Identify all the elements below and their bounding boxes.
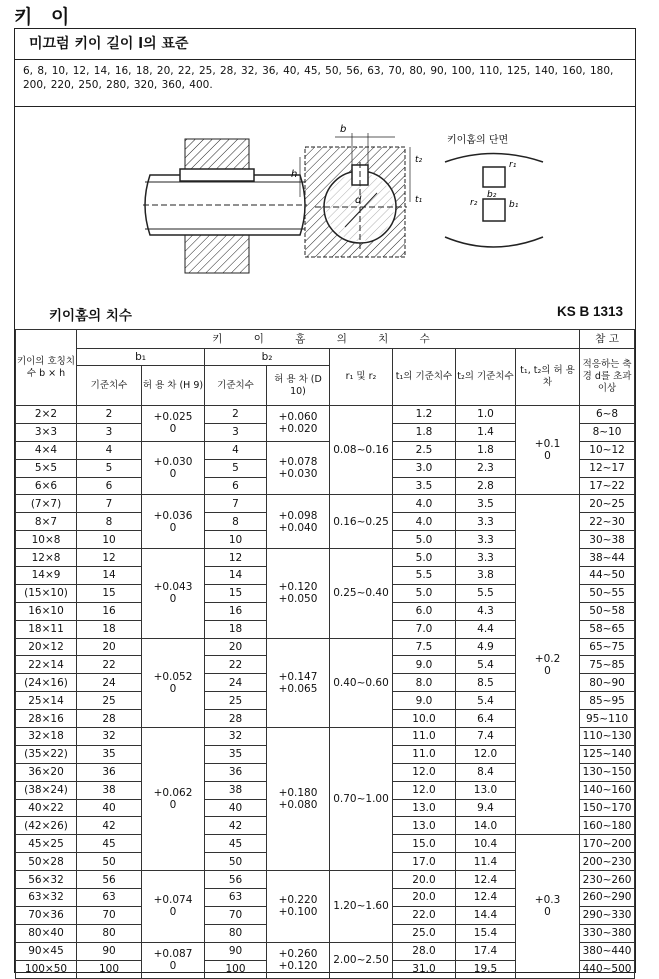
cell-shaft-diameter: 230~260 [580,871,635,889]
cell-t2: 17.4 [456,942,516,960]
cell-b2: 4 [205,441,267,459]
page-title: 키 이 [14,6,76,28]
cell-r: 1.20~1.60 [330,871,393,943]
cell-t1: 11.0 [393,745,456,763]
cell-t1: 15.0 [393,835,456,853]
cell-b1: 6 [77,477,142,495]
cell-t2: 8.4 [456,763,516,781]
keyway-dimension-table [15,329,635,979]
cell-b1: 7 [77,495,142,513]
header-reference: 참 고 [580,330,635,349]
cell-t1: 4.0 [393,513,456,531]
cell-b1: 2 [77,406,142,424]
cell-t2: 5.4 [456,692,516,710]
cell-size: (38×24) [16,781,77,799]
cell-t2: 2.8 [456,477,516,495]
cell-t2: 10.4 [456,835,516,853]
cell-b2: 32 [205,728,267,746]
cell-t2: 3.3 [456,513,516,531]
cell-shaft-diameter: 44~50 [580,567,635,585]
cell-b1: 40 [77,799,142,817]
cell-b1: 90 [77,942,142,960]
cell-b2-tol: +0.220 +0.100 [267,871,330,943]
cell-t2: 1.8 [456,441,516,459]
cell-b2: 56 [205,871,267,889]
header-nominal: 키이의 호칭치수 b × h [16,330,77,406]
cell-b2: 42 [205,817,267,835]
cell-b1-tol: +0.036 0 [142,495,205,549]
cell-r: 0.40~0.60 [330,638,393,727]
cell-b2: 90 [205,942,267,960]
label-b: b [340,124,347,135]
cell-shaft-diameter: 260~290 [580,889,635,907]
cell-t2: 3.3 [456,531,516,549]
cell-b2-tol: +0.078 +0.030 [267,441,330,495]
cell-size: 16×10 [16,602,77,620]
cross-section-drawing [291,124,423,257]
cell-b1: 56 [77,871,142,889]
cell-t1: 4.0 [393,495,456,513]
cell-b2: 80 [205,924,267,942]
cell-size: 18×11 [16,620,77,638]
cell-size: 25×14 [16,692,77,710]
cell-t1: 2.5 [393,441,456,459]
cell-b1: 16 [77,602,142,620]
cell-b1: 14 [77,567,142,585]
cell-t1: 12.0 [393,781,456,799]
cell-shaft-diameter: 150~170 [580,799,635,817]
label-h: h [291,169,298,180]
cell-t2: 4.3 [456,602,516,620]
header-b1-base: 기준치수 [77,366,142,406]
cell-t2: 9.4 [456,799,516,817]
cell-t2: 3.8 [456,567,516,585]
cell-t1: 10.0 [393,710,456,728]
table-body [16,406,635,979]
cell-t2: 19.5 [456,960,516,978]
cell-t1: 13.0 [393,799,456,817]
label-r1: r₁ [509,160,517,170]
cell-shaft-diameter: 8~10 [580,423,635,441]
cell-t2: 12.0 [456,745,516,763]
cell-shaft-diameter: 75~85 [580,656,635,674]
cell-size: 8×7 [16,513,77,531]
cell-b1: 42 [77,817,142,835]
cell-t2: 14.4 [456,906,516,924]
cell-b2: 100 [205,960,267,978]
cell-shaft-diameter: 130~150 [580,763,635,781]
cell-b1: 63 [77,889,142,907]
cell-b2: 18 [205,620,267,638]
cell-b2: 14 [205,567,267,585]
cell-b1: 15 [77,584,142,602]
cell-size: 22×14 [16,656,77,674]
cell-b1: 80 [77,924,142,942]
cell-shaft-diameter: 170~200 [580,835,635,853]
cell-b1: 70 [77,906,142,924]
cell-b1: 5 [77,459,142,477]
cell-b1: 8 [77,513,142,531]
cell-b1: 4 [77,441,142,459]
header-t1: t₁의 기준치수 [393,349,456,406]
keyway-diagram [15,107,635,302]
cell-b2: 10 [205,531,267,549]
cell-size: 70×36 [16,906,77,924]
cell-t2: 2.3 [456,459,516,477]
cell-b1-tol: +0.043 0 [142,549,205,638]
cell-b2: 45 [205,835,267,853]
cell-t1: 3.0 [393,459,456,477]
cell-b2-tol: +0.147 +0.065 [267,638,330,727]
cell-b1: 50 [77,853,142,871]
cell-size: 40×22 [16,799,77,817]
cell-t1: 28.0 [393,942,456,960]
cell-t2: 3.5 [456,495,516,513]
cell-shaft-diameter: 290~330 [580,906,635,924]
header-b2-base: 기준치수 [205,366,267,406]
cell-t2: 7.4 [456,728,516,746]
cell-b1-tol: +0.052 0 [142,638,205,727]
cell-t1: 1.2 [393,406,456,424]
cell-size: 32×18 [16,728,77,746]
keyway-section [14,107,636,976]
cell-shaft-diameter: 80~90 [580,674,635,692]
cell-b2-tol: +0.120 +0.050 [267,549,330,638]
cell-t1: 12.0 [393,763,456,781]
cell-t2: 12.4 [456,889,516,907]
cell-size: 5×5 [16,459,77,477]
cell-size: 12×8 [16,549,77,567]
cell-b1: 100 [77,960,142,978]
cell-size: 80×40 [16,924,77,942]
cell-t2: 1.4 [456,423,516,441]
cell-size: 90×45 [16,942,77,960]
label-b2: b₂ [487,190,497,200]
cell-t2: 11.4 [456,853,516,871]
cell-t1: 5.0 [393,584,456,602]
cell-shaft-diameter: 65~75 [580,638,635,656]
cell-size: 20×12 [16,638,77,656]
cell-t1: 7.0 [393,620,456,638]
cell-b1: 22 [77,656,142,674]
cell-size: 6×6 [16,477,77,495]
cell-b2: 63 [205,889,267,907]
header-t2: t₂의 기준치수 [456,349,516,406]
standard-length-values: 6, 8, 10, 12, 14, 16, 18, 20, 22, 25, 28, 32, 36, 40, 45, 50, 56, 63, 70, 80, 90, 100, 110, 125, 140, 160, 180, 200, 220, 250, 280, 320, 360, 400. [23,65,614,91]
cell-t-tol: +0.2 0 [516,495,580,835]
cell-t-tol: +0.3 0 [516,835,580,978]
cell-size: 63×32 [16,889,77,907]
standard-length-header: 미끄럼 키이 길이 l의 표준 [15,29,635,60]
cell-b1: 3 [77,423,142,441]
cell-shaft-diameter: 125~140 [580,745,635,763]
cell-t1: 31.0 [393,960,456,978]
cell-r: 0.16~0.25 [330,495,393,549]
cell-size: 3×3 [16,423,77,441]
cell-b1-tol: +0.087 0 [142,942,205,978]
cell-shaft-diameter: 30~38 [580,531,635,549]
cell-b2: 22 [205,656,267,674]
cell-r: 0.70~1.00 [330,728,393,871]
cell-b2-tol: +0.180 +0.080 [267,728,330,871]
cell-b2: 36 [205,763,267,781]
header-b2: b₂ [205,349,330,366]
cell-shaft-diameter: 110~130 [580,728,635,746]
cell-size: 4×4 [16,441,77,459]
cell-size: (42×26) [16,817,77,835]
cell-size: (24×16) [16,674,77,692]
standard-code: KS B 1313 [556,304,623,319]
cell-b2-tol: +0.260 +0.120 [267,942,330,978]
cell-shaft-diameter: 200~230 [580,853,635,871]
table-caption: 키이홈의 치수 [49,308,132,324]
cell-b2: 8 [205,513,267,531]
cell-shaft-diameter: 20~25 [580,495,635,513]
cell-shaft-diameter: 85~95 [580,692,635,710]
cell-t2: 4.4 [456,620,516,638]
cell-t1: 1.8 [393,423,456,441]
cell-b2: 15 [205,584,267,602]
label-t2: t₂ [415,155,423,165]
cell-shaft-diameter: 10~12 [580,441,635,459]
cell-b2: 12 [205,549,267,567]
cell-t2: 3.3 [456,549,516,567]
cell-b1-tol: +0.025 0 [142,406,205,442]
cell-b2: 38 [205,781,267,799]
cell-t2: 13.0 [456,781,516,799]
cell-shaft-diameter: 38~44 [580,549,635,567]
cell-size: 100×50 [16,960,77,978]
cell-t2: 6.4 [456,710,516,728]
cell-b1: 12 [77,549,142,567]
cell-b1: 35 [77,745,142,763]
cell-b2: 35 [205,745,267,763]
cell-shaft-diameter: 95~110 [580,710,635,728]
cell-b2: 2 [205,406,267,424]
cell-r: 0.25~0.40 [330,549,393,638]
cell-t1: 6.0 [393,602,456,620]
cell-t1: 11.0 [393,728,456,746]
cell-shaft-diameter: 440~500 [580,960,635,978]
label-t1: t₁ [415,195,423,205]
cell-t1: 5.0 [393,549,456,567]
cell-size: (7×7) [16,495,77,513]
cell-t1: 17.0 [393,853,456,871]
header-b1: b₁ [77,349,205,366]
cell-b1-tol: +0.062 0 [142,728,205,871]
cell-t-tol: +0.1 0 [516,406,580,495]
shaft-hub-drawing [143,139,307,273]
cell-r: 0.08~0.16 [330,406,393,495]
header-shaft: 적응하는 축경 d를 초과이상 [580,349,635,406]
label-r2: r₂ [470,198,478,208]
cell-b1-tol: +0.030 0 [142,441,205,495]
cell-size: 45×25 [16,835,77,853]
cell-t1: 8.0 [393,674,456,692]
cell-b1: 45 [77,835,142,853]
cell-size: (15×10) [16,584,77,602]
cell-t1: 25.0 [393,924,456,942]
cell-shaft-diameter: 50~58 [580,602,635,620]
cell-t1: 5.5 [393,567,456,585]
header-b2-tol: 허 용 차 (D 10) [267,366,330,406]
cell-shaft-diameter: 12~17 [580,459,635,477]
keyway-detail-drawing [445,133,543,247]
label-d: d [355,195,362,206]
cell-b2-tol: +0.060 +0.020 [267,406,330,442]
cell-size: 36×20 [16,763,77,781]
cell-b2: 70 [205,906,267,924]
cell-b2-tol: +0.098 +0.040 [267,495,330,549]
cell-size: 10×8 [16,531,77,549]
cell-b1: 10 [77,531,142,549]
cell-t2: 4.9 [456,638,516,656]
label-keyway-section: 키이홈의 단면 [447,135,509,146]
cell-t1: 9.0 [393,656,456,674]
cell-size: 14×9 [16,567,77,585]
cell-t1: 9.0 [393,692,456,710]
cell-b2: 50 [205,853,267,871]
cell-t1: 5.0 [393,531,456,549]
cell-shaft-diameter: 140~160 [580,781,635,799]
cell-shaft-diameter: 22~30 [580,513,635,531]
cell-b1: 38 [77,781,142,799]
table-row [16,406,635,424]
cell-b2: 24 [205,674,267,692]
cell-t1: 20.0 [393,871,456,889]
cell-b2: 7 [205,495,267,513]
cell-size: 28×16 [16,710,77,728]
cell-b1: 25 [77,692,142,710]
cell-b2: 28 [205,710,267,728]
cell-b2: 16 [205,602,267,620]
cell-shaft-diameter: 58~65 [580,620,635,638]
cell-b1: 36 [77,763,142,781]
cell-b2: 40 [205,799,267,817]
table-row [16,495,635,513]
cell-b1: 24 [77,674,142,692]
cell-b1: 32 [77,728,142,746]
cell-b1: 28 [77,710,142,728]
cell-t2: 1.0 [456,406,516,424]
header-t-tol: t₁, t₂의 허 용 차 [516,349,580,406]
cell-t2: 12.4 [456,871,516,889]
cell-b1-tol: +0.074 0 [142,871,205,943]
cell-size: 2×2 [16,406,77,424]
cell-t2: 8.5 [456,674,516,692]
cell-b2: 6 [205,477,267,495]
cell-t1: 3.5 [393,477,456,495]
header-b1-tol: 허 용 차 (H 9) [142,366,205,406]
cell-b1: 20 [77,638,142,656]
cell-b2: 3 [205,423,267,441]
cell-b2: 20 [205,638,267,656]
cell-size: 56×32 [16,871,77,889]
cell-shaft-diameter: 17~22 [580,477,635,495]
header-keyway: 키 이 홈 의 치 수 [77,330,580,349]
cell-t1: 22.0 [393,906,456,924]
cell-b2: 5 [205,459,267,477]
cell-size: (35×22) [16,745,77,763]
cell-b2: 25 [205,692,267,710]
cell-t1: 20.0 [393,889,456,907]
standard-length-box [14,28,636,107]
cell-shaft-diameter: 330~380 [580,924,635,942]
cell-t1: 7.5 [393,638,456,656]
cell-t2: 14.0 [456,817,516,835]
cell-t2: 5.5 [456,584,516,602]
header-r: r₁ 및 r₂ [330,349,393,406]
cell-b1: 18 [77,620,142,638]
cell-shaft-diameter: 380~440 [580,942,635,960]
cell-shaft-diameter: 50~55 [580,584,635,602]
cell-shaft-diameter: 6~8 [580,406,635,424]
cell-t1: 13.0 [393,817,456,835]
cell-t2: 5.4 [456,656,516,674]
cell-t2: 15.4 [456,924,516,942]
cell-shaft-diameter: 160~180 [580,817,635,835]
cell-r: 2.00~2.50 [330,942,393,978]
label-b1: b₁ [509,200,519,210]
cell-size: 50×28 [16,853,77,871]
